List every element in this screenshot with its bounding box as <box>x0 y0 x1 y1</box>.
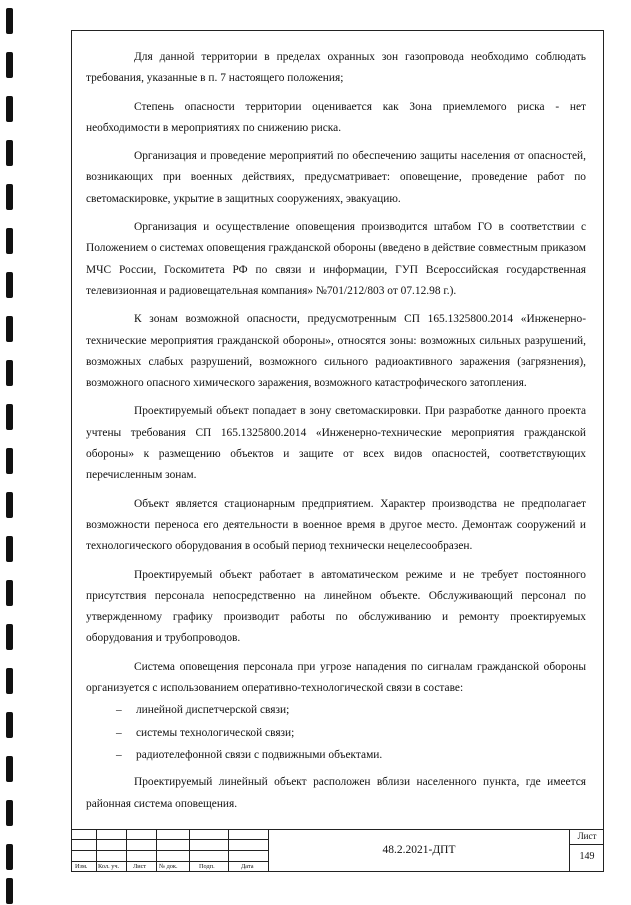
column-label-doc-number: № док. <box>159 863 178 870</box>
sheet-divider <box>570 844 604 845</box>
column-label-sheet: Лист <box>133 863 147 870</box>
binder-mark <box>6 448 13 474</box>
binder-holes <box>4 0 18 905</box>
grid-line <box>71 861 268 862</box>
notification-list <box>86 700 586 766</box>
revision-grid <box>71 830 268 872</box>
paragraph: К зонам возможной опасности, предусмотренным СП 165.1325800.2014 «Инженерно-технические мероприятия гражданской обороны», относятся зоны: возможных сильных разрушений, возможных слабых разрушений, возможного сильного радиоактивного заражения (загрязнения), возможного опасного химического заражения, возможного катастрофического затопления. <box>86 313 586 390</box>
list-item-text: линейной диспетчерской связи; <box>136 704 290 717</box>
binder-mark <box>6 360 13 386</box>
binder-mark <box>6 140 13 166</box>
binder-mark <box>6 624 13 650</box>
list-item-text: радиотелефонной связи с подвижными объектами. <box>136 748 383 761</box>
binder-mark <box>6 272 13 298</box>
column-label-count: Кол. уч. <box>98 863 120 870</box>
document-code-cell <box>268 830 570 872</box>
grid-line <box>96 830 97 872</box>
sheet-label: Лист <box>577 831 597 841</box>
paragraph: Проектируемый линейный объект расположен вблизи населенного пункта, где имеется районная система оповещения. <box>86 776 586 810</box>
paragraph: Степень опасности территории оценивается как Зона приемлемого риска - нет необходимости в мероприятиях по снижению риска. <box>86 100 586 134</box>
list-marker: – <box>116 748 122 761</box>
grid-line <box>126 830 127 872</box>
binder-mark <box>6 8 13 34</box>
list-marker: – <box>116 704 122 717</box>
binder-mark <box>6 580 13 606</box>
column-label-date: Дата <box>241 863 254 870</box>
binder-mark <box>6 316 13 342</box>
sheet-number: 149 <box>579 851 595 862</box>
paragraph: Проектируемый объект работает в автоматическом режиме и не требует постоянного присутствия персонала непосредственно на линейном объекте. Обслуживающий персонал по утвержденному графику производит работы по обслуживанию и ремонту проектируемых оборудования и трубопроводов. <box>86 568 586 645</box>
binder-mark <box>6 96 13 122</box>
binder-mark <box>6 404 13 430</box>
binder-mark <box>6 492 13 518</box>
binder-mark <box>6 878 13 904</box>
title-block <box>71 829 604 872</box>
paragraph: Объект является стационарным предприятием. Характер производства не предполагает возможности переноса его деятельности в военное время в другое место. Демонтаж сооружений и технологического оборудования в особый период технически нецелесообразен. <box>86 497 586 553</box>
binder-mark <box>6 800 13 826</box>
binder-mark <box>6 712 13 738</box>
grid-line <box>71 839 268 840</box>
list-item <box>86 745 586 766</box>
column-label-signature: Подп. <box>199 863 215 870</box>
paragraph: Для данной территории в пределах охранных зон газопровода необходимо соблюдать требования, указанные в п. 7 настоящего положения; <box>86 51 586 85</box>
list-marker: – <box>116 726 122 739</box>
grid-line <box>156 830 157 872</box>
paragraph: Проектируемый объект попадает в зону светомаскировки. При разработке данного проекта учтены требования СП 165.1325800.2014 «Инженерно-технические мероприятия гражданской обороны» к размещению объектов и защите от всех видов опасностей, соответствующих перечисленным зонам. <box>86 405 586 482</box>
binder-mark <box>6 756 13 782</box>
grid-line <box>189 830 190 872</box>
binder-mark <box>6 844 13 870</box>
binder-mark <box>6 228 13 254</box>
column-label-change: Изм. <box>75 863 88 870</box>
list-item-text: системы технологической связи; <box>136 726 295 739</box>
binder-mark <box>6 52 13 78</box>
list-item <box>86 700 586 721</box>
paragraph: Организация и осуществление оповещения производится штабом ГО в соответствии с Положением о системах оповещения гражданской обороны (введено в действие совместным приказом МЧС России, Госкомитета РФ по связи и информации, ГУП Всероссийская государственная телевизионная и радиовещательная компания» №701/212/803 от 07.12.98 г.). <box>86 221 586 297</box>
binder-mark <box>6 536 13 562</box>
binder-mark <box>6 668 13 694</box>
grid-line <box>71 850 268 851</box>
sheet-cell <box>570 830 604 872</box>
grid-line <box>228 830 229 872</box>
paragraph: Система оповещения персонала при угрозе нападения по сигналам гражданской обороны организуется с использованием оперативно-технологической связи в составе: <box>86 660 586 695</box>
paragraph: Организация и проведение мероприятий по обеспечению защиты населения от опасностей, возникающих при военных действиях, предусматривает: оповещение, проведение работ по светомаскировке, укрытие в защитных сооружениях, эвакуацию. <box>86 150 586 205</box>
list-item <box>86 723 586 744</box>
document-body <box>86 47 586 822</box>
binder-mark <box>6 184 13 210</box>
document-code: 48.2.2021-ДПТ <box>382 844 456 856</box>
